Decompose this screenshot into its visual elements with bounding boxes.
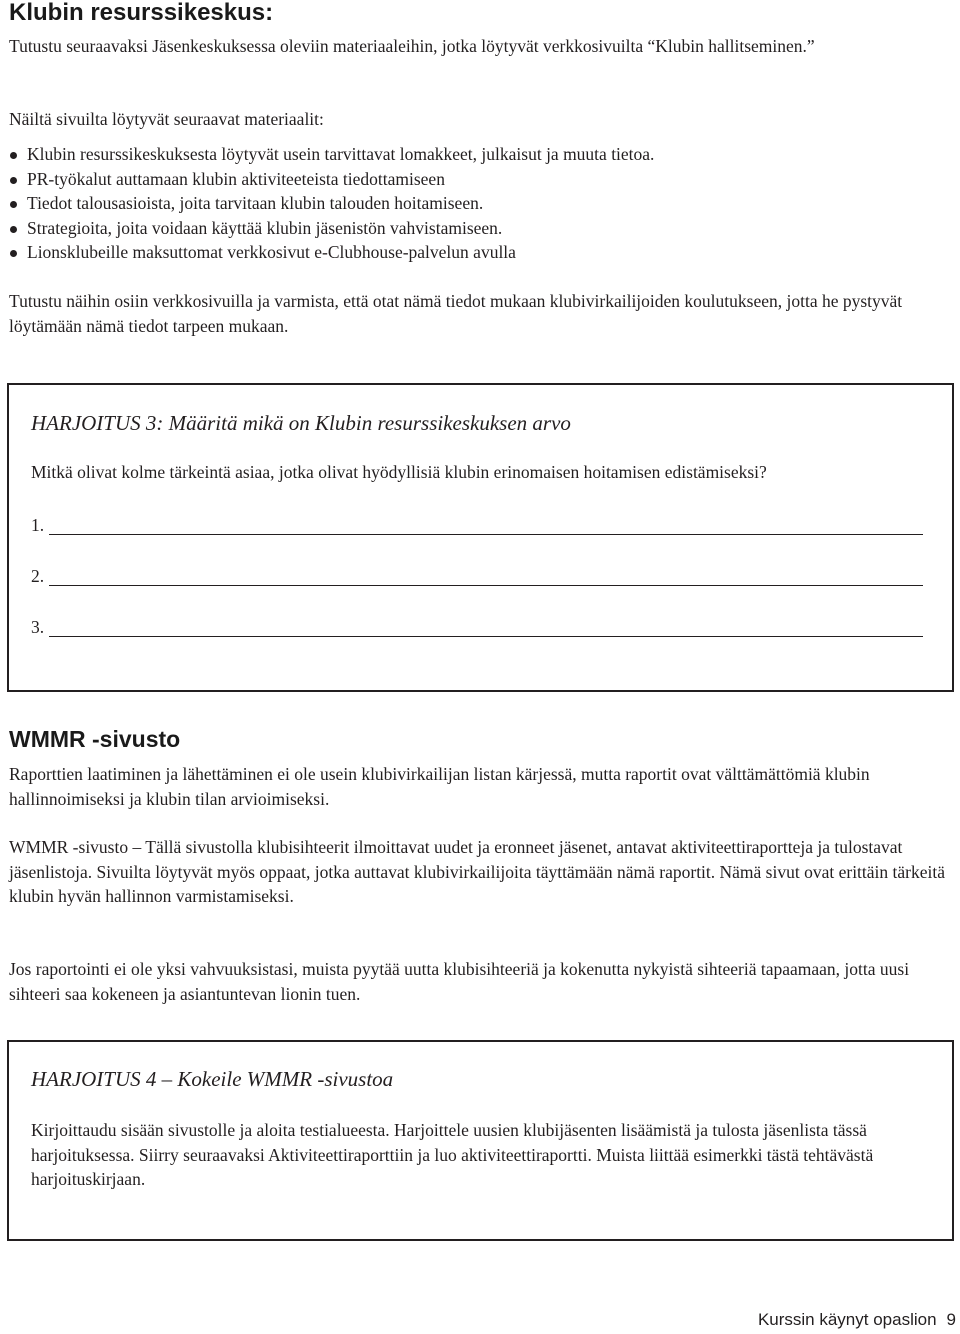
list-item: Klubin resurssikeskuksesta löytyvät usein tarvittavat lomakkeet, julkaisut ja muuta tietoa. — [9, 142, 949, 167]
answer-underline — [49, 585, 923, 586]
answer-underline — [49, 636, 923, 637]
list-item: Strategioita, joita voidaan käyttää klubin jäsenistön vahvistamiseen. — [9, 216, 949, 241]
materials-list — [9, 142, 949, 265]
wmmr-paragraph-1: Raporttien laatiminen ja lähettäminen ei ole usein klubivirkailijan listan kärjessä, mutta raportit ovat välttämättömiä klubin hallinnoimiseksi ja klubin tilan arvioimiseksi. — [9, 764, 870, 809]
resource-center-title: Klubin resurssikeskus: — [9, 0, 274, 26]
resource-center-outro: Tutustu näihin osiin verkkosivuilla ja varmista, että otat nämä tiedot mukaan klubivirkailijoiden koulutukseen, jotta he pystyvät löytämään nämä tiedot tarpeen mukaan. — [9, 291, 903, 336]
list-item: PR-työkalut auttamaan klubin aktiviteeteista tiedottamiseen — [9, 167, 949, 192]
wmmr-title: WMMR -sivusto — [9, 726, 181, 752]
page-footer — [758, 1309, 956, 1331]
answer-number: 2. — [31, 566, 45, 586]
list-item: Lionsklubeille maksuttomat verkkosivut e-Clubhouse-palvelun avulla — [9, 240, 949, 265]
answer-field-1[interactable] — [31, 513, 923, 537]
list-item: Tiedot talousasioista, joita tarvitaan klubin talouden hoitamiseen. — [9, 191, 949, 216]
wmmr-paragraph-2: WMMR -sivusto – Tällä sivustolla klubisihteerit ilmoittavat uudet ja eronneet jäsenet, antavat aktiviteettiraportteja ja tulostavat jäsenlistoja. Sivuilta löytyvät myös oppaat, jotka auttavat klubivirkailijoita täyttämään nämä raportit. Nämä sivut ovat erittäin tärkeitä klubin hyvän hallinnon varmistamiseksi. — [9, 837, 946, 906]
wmmr-paragraph-3: Jos raportointi ei ole yksi vahvuuksistasi, muista pyytää uutta klubisihteeriä ja kokenutta nykyistä sihteeriä tapaamaan, jotta uusi sihteeri saa kokeneen ja asiantuntevan lionin tuen. — [9, 959, 910, 1004]
answer-field-3[interactable] — [31, 615, 923, 639]
resource-center-intro: Tutustu seuraavaksi Jäsenkeskuksessa oleviin materiaaleihin, jotka löytyvät verkkosivuilta “Klubin hallitseminen.” — [9, 36, 815, 56]
exercise-4-title: HARJOITUS 4 – Kokeile WMMR -sivustoa — [31, 1067, 394, 1091]
page-number: 9 — [946, 1310, 956, 1329]
materials-list-intro: Näiltä sivuilta löytyvät seuraavat materiaalit: — [9, 109, 324, 129]
exercise-4-box — [7, 1040, 954, 1241]
answer-number: 1. — [31, 515, 45, 535]
exercise-3-question: Mitkä olivat kolme tärkeintä asiaa, jotka olivat hyödyllisiä klubin erinomaisen hoitamisen edistämiseksi? — [31, 462, 767, 482]
exercise-3-box — [7, 383, 954, 692]
answer-field-2[interactable] — [31, 564, 923, 588]
exercise-3-title: HARJOITUS 3: Määritä mikä on Klubin resurssikeskuksen arvo — [31, 411, 571, 435]
answer-underline — [49, 534, 923, 535]
footer-label: Kurssin käynyt opaslion — [757, 1310, 937, 1329]
answer-number: 3. — [31, 617, 45, 637]
exercise-4-body: Kirjoittaudu sisään sivustolle ja aloita testialueesta. Harjoittele uusien klubijäsenten lisäämistä ja tulosta jäsenlista tässä harjoituksessa. Siirry seuraavaksi Aktiviteettiraporttiin ja luo aktiviteettiraportti. Muista liittää esimerkki tästä tehtävästä harjoituskirjaan. — [31, 1120, 874, 1189]
